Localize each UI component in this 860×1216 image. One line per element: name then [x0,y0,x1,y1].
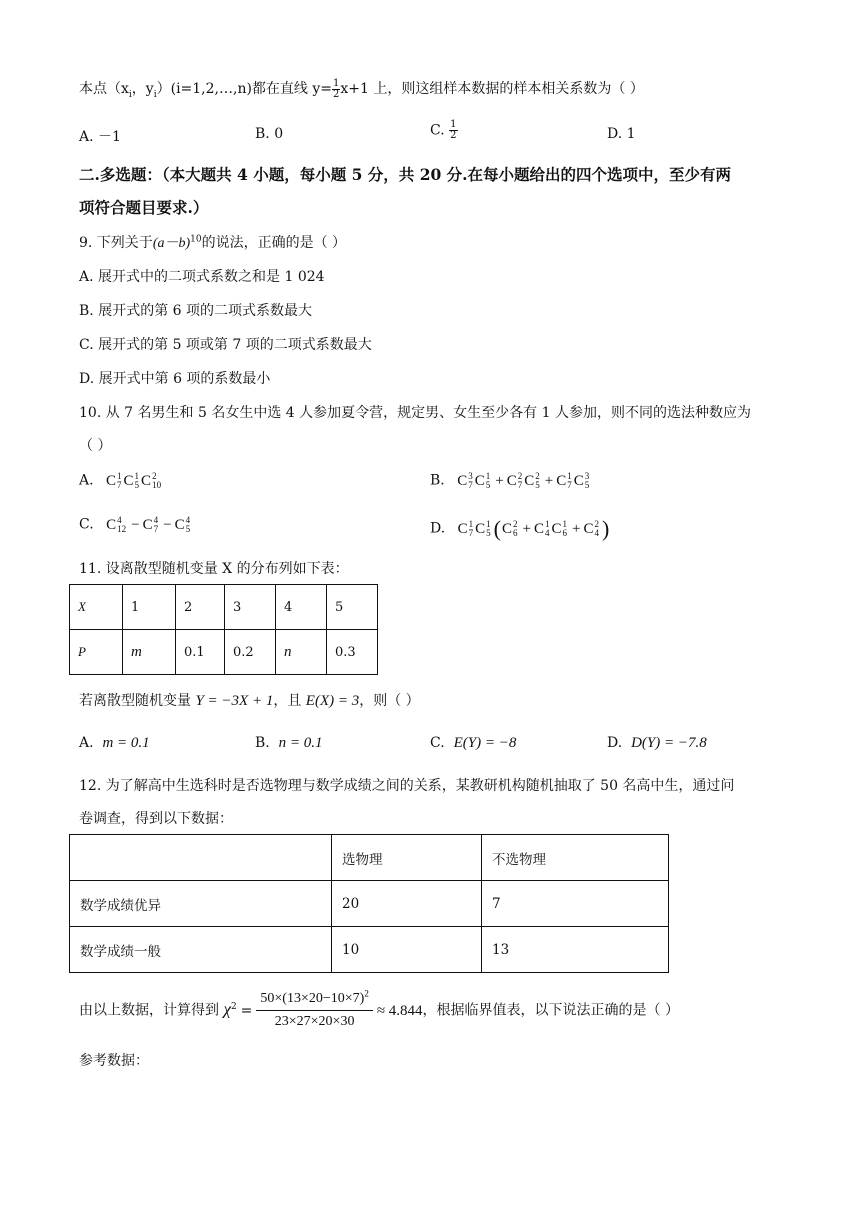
table-cell: 5 [327,585,378,630]
table-cell: 数学成绩优异 [70,881,332,927]
q9-option-d: D. 展开式中第 6 项的系数最小 [79,371,271,387]
section-heading: 二.多选题：（本大题共 4 小题，每小题 5 分，共 20 分.在每小题给出的四个选项中，至少有两 [79,165,732,184]
q11-option-c: C. E(Y) = −8 [430,735,517,751]
table-cell: 数学成绩一般 [70,927,332,973]
q12-stem: 12. 为了解高中生选科时是否选物理与数学成绩之间的关系，某教研机构随机抽取了 50 名高中生，通过问 [79,778,735,794]
q9-stem: 9. 下列关于$(a-b)^{10}$的说法，正确的是（ ） [79,234,347,251]
table-header-cell: 选物理 [332,835,482,881]
table-cell: 0.1 [176,630,225,675]
table-cell: 7 [482,881,669,927]
q12-stem-cont: 卷调查，得到以下数据： [79,811,233,827]
table-cell: 20 [332,881,482,927]
q9-option-c: C. 展开式的第 5 项或第 7 项的二项式系数最大 [79,337,372,353]
contingency-table [69,834,669,973]
q10-option-a: A. C 1 7 C 1 5 C 2 10 [79,471,162,490]
q10-option-b: B. C 3 7 C 1 5 + C 2 7 C 2 5 + C 1 7 C 3 5 [430,471,590,490]
q11-option-b: B. n = 0.1 [255,735,323,751]
table-cell: 1 [123,585,176,630]
q11-option-d: D. D(Y) = −7.8 [607,735,707,751]
table-row [70,630,378,675]
q11-option-a: A. m = 0.1 [79,735,150,751]
table-header-cell [70,835,332,881]
table-cell: 2 [176,585,225,630]
table-cell: X [70,585,123,630]
table-cell: 3 [225,585,276,630]
table-cell: 0.2 [225,630,276,675]
table-row [70,585,378,630]
table-cell: 0.3 [327,630,378,675]
q9-option-a: A. 展开式中的二项式系数之和是 1 024 [79,269,325,285]
table-cell: P [70,630,123,675]
q12-reference-label: 参考数据： [79,1053,149,1069]
q12-calculation: 由以上数据，计算得到 $\chi^2$ = $\frac{50\times(13\times 20-10\times 7)^2}{23\times 27\times 20\times 30}$ ≈ 4.844，根据临界值表，以下说法正确的是（ ） [79,988,679,1029]
chi-square-fraction: $\frac{50\times(13\times 20-10\times 7)^2}{23\times 27\times 20\times 30}$ [256,990,372,1031]
q8-option-b: B. 0 [255,126,284,142]
q10-option-c: C. C 4 12 − C 4 7 − C 4 5 [79,515,191,534]
table-cell: 10 [332,927,482,973]
q8-option-d: D. 1 [607,126,636,142]
q8-option-a: A. －1 [79,129,121,145]
table-cell: 13 [482,927,669,973]
q9-option-b: B. 展开式的第 6 项的二项式系数最大 [79,303,312,319]
q11-condition: 若离散型随机变量 Y = −3X + 1，且 E(X) = 3，则（ ） [79,693,420,709]
table-row [70,881,669,927]
table-cell: n [276,630,327,675]
q11-stem: 11. 设离散型随机变量 X 的分布列如下表： [79,561,349,577]
table-cell: 4 [276,585,327,630]
table-header-cell: 不选物理 [482,835,669,881]
q8-option-c: C. $\frac{1}{2}$ [430,119,457,141]
q10-paren: （ ） [79,438,112,454]
q8-fraction: $\frac{1}{2}$ [333,77,340,100]
section-heading-cont: 项符合题目要求.） [79,198,209,217]
distribution-table [69,584,378,675]
q10-option-d: D. C 1 7 C 1 5 ( C 2 6 + C 1 4 C 1 6 + C 2 4 ) [430,516,610,541]
table-row [70,927,669,973]
q10-stem: 10. 从 7 名男生和 5 名女生中选 4 人参加夏令营，规定男、女生至少各有 1 人参加，则不同的选法种数应为 [79,405,751,421]
table-cell: m [123,630,176,675]
q8-stem: 本点（$x_i$，$y_i)(i=1,2,\dots,n)$都在直线 y= $\frac{1}{2}$ x+1 上，则这组样本数据的样本相关系数为（ ） [79,77,644,100]
table-row [70,835,669,881]
